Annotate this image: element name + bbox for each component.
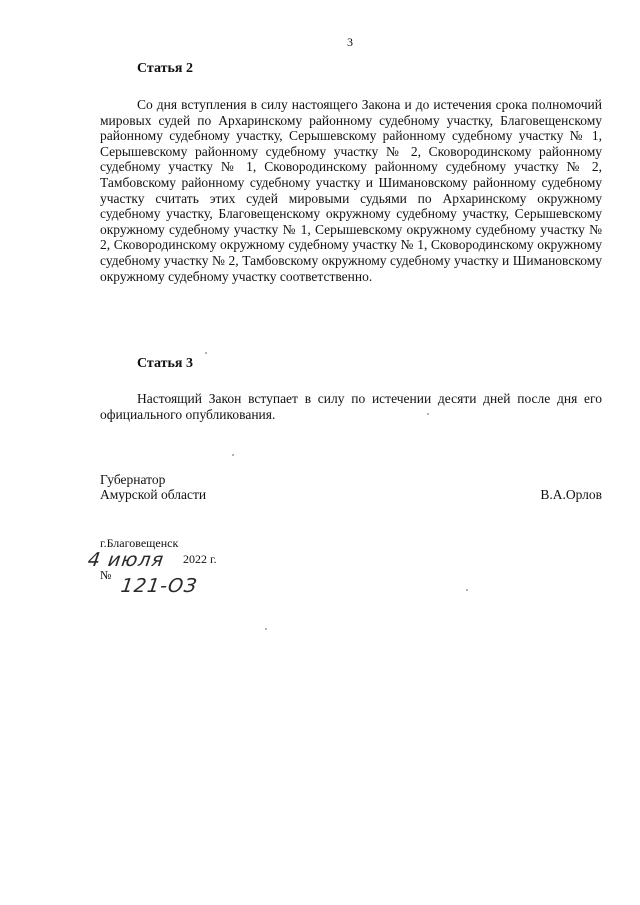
scan-speck — [427, 413, 429, 415]
scan-speck — [466, 589, 468, 591]
article-2-heading: Статья 2 — [137, 61, 193, 76]
scan-speck — [232, 454, 234, 456]
scan-speck — [265, 628, 267, 630]
signatory-title-line2: Амурской области — [100, 487, 207, 502]
article-3-text: Настоящий Закон вступает в силу по истечении десяти дней после дня его официального опубликования. — [100, 391, 602, 422]
article-2-text: Со дня вступления в силу настоящего Закона и до истечения срока полномочий мировых судей по Архаринскому районному судебному участку, Благовещенскому районному судебному участку, Серышевскому районному судебному участку № 1, Серышевскому районному судебному участку № 2, Сковородинскому районному судебному участку № 1, Сковородинскому районному судебному участку № 2, Тамбовскому районному судебному участку и Шимановскому районному судебному участку считать этих судей мировыми судьями по Архаринскому окружному судебному участку, Благовещенскому окружному судебному участку, Серышевскому окружному судебному участку № 1, Серышевскому окружному судебному участку № 2, Сковородинскому окружному судебному участку № 1, Сковородинскому окружному судебному участку № 2, Тамбовскому окружному судебному участку и Шимановскому окружному судебному участку соответственно. — [100, 97, 602, 284]
signatory-title-line1: Губернатор — [100, 472, 166, 487]
scan-speck — [205, 352, 207, 354]
city-label: г.Благовещенск — [100, 536, 179, 550]
handwritten-law-number: 121-ОЗ — [119, 575, 199, 597]
article-3-heading: Статья 3 — [137, 356, 193, 371]
signatory-name: В.А.Орлов — [540, 487, 602, 502]
year-label: 2022 г. — [183, 552, 217, 566]
handwritten-date: 4 июля — [86, 549, 166, 571]
number-sign: № — [100, 568, 112, 582]
page-number: 3 — [347, 35, 353, 49]
